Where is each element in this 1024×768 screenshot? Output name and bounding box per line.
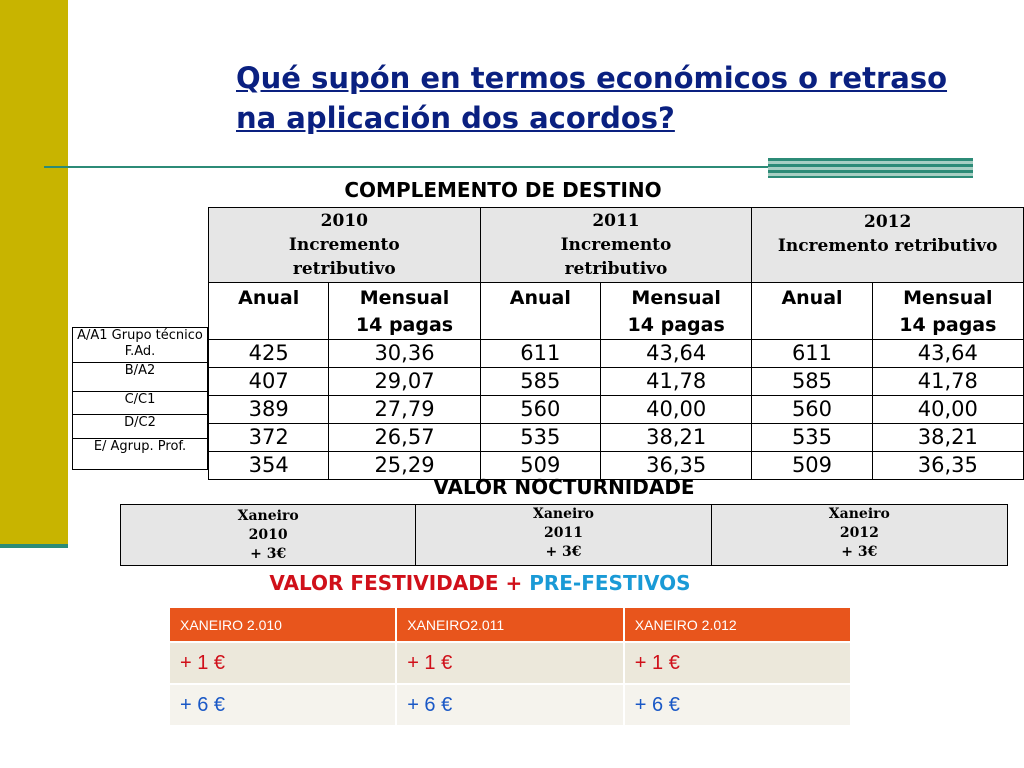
year-label: 2010 (320, 211, 368, 231)
table-cell: 38,21 (601, 424, 752, 452)
table-cell: 407 (209, 368, 329, 396)
amount-label: + 3€ (545, 544, 582, 560)
festividade-label: VALOR FESTIVIDADE + (269, 571, 523, 595)
table-cell: 611 (480, 340, 600, 368)
mensual-header (329, 283, 480, 340)
year-sublabel: Incremento retributivo (777, 236, 998, 256)
table-cell: 26,57 (329, 424, 480, 452)
complemento-table (208, 207, 1024, 480)
mensual-header (872, 283, 1023, 340)
left-accent-bar (0, 0, 68, 546)
mensual-label: Mensual (903, 287, 993, 309)
year-sublabel: Incremento (288, 235, 400, 255)
subheader-row (209, 283, 1024, 340)
table-cell: + 1 € (624, 642, 850, 684)
table-cell: 535 (480, 424, 600, 452)
table-row (209, 368, 1024, 396)
table-cell: + 6 € (624, 684, 850, 725)
table-cell: + 6 € (170, 684, 396, 725)
year-label: 2012 (863, 212, 912, 232)
table-cell: 354 (209, 452, 329, 480)
table-cell: 585 (480, 368, 600, 396)
table-cell: 560 (480, 396, 600, 424)
year-sublabel: retributivo (564, 259, 668, 279)
column-header: XANEIRO2.011 (396, 608, 624, 642)
table-row (209, 424, 1024, 452)
table-cell: 611 (752, 340, 872, 368)
group-label: D/C2 (73, 415, 208, 439)
amount-label: + 3€ (250, 545, 287, 562)
column-header: XANEIRO 2.012 (624, 608, 850, 642)
year-header-2011 (480, 208, 752, 283)
table-cell: 36,35 (601, 452, 752, 480)
year-header-row (209, 208, 1024, 283)
festividade-table (170, 608, 850, 725)
table-row (170, 684, 850, 725)
month-label: Xaneiro (532, 506, 595, 522)
table-header-row (170, 608, 850, 642)
year-header-2012 (752, 208, 1024, 283)
festividade-heading (120, 571, 840, 595)
group-label: B/A2 (73, 363, 208, 392)
group-label: A/A1 Grupo técnico F.Ad. (73, 328, 208, 363)
table-cell: 43,64 (601, 340, 752, 368)
mensual-header (601, 283, 752, 340)
table-cell: 389 (209, 396, 329, 424)
mensual-label: Mensual (359, 287, 450, 309)
anual-header: Anual (752, 283, 872, 340)
table-row (121, 505, 1008, 566)
table-cell: + 6 € (396, 684, 624, 725)
nocturnidade-cell (711, 505, 1007, 566)
month-label: Xaneiro (828, 506, 890, 522)
table-row (209, 340, 1024, 368)
table-cell: 29,07 (329, 368, 480, 396)
nocturnidade-cell (416, 505, 711, 566)
table-cell: 40,00 (872, 396, 1023, 424)
year-label: 2010 (248, 526, 288, 543)
table-cell: 509 (752, 452, 872, 480)
table-cell: 25,29 (329, 452, 480, 480)
complemento-heading: COMPLEMENTO DE DESTINO (344, 178, 662, 202)
table-cell: 40,00 (601, 396, 752, 424)
left-accent-line (0, 544, 68, 548)
table-cell: 535 (752, 424, 872, 452)
year-label: 2012 (839, 525, 879, 541)
year-label: 2011 (592, 211, 640, 231)
table-row (209, 396, 1024, 424)
prefestivos-label: PRE-FESTIVOS (529, 571, 691, 595)
table-cell: + 1 € (396, 642, 624, 684)
anual-header: Anual (480, 283, 600, 340)
table-cell: 41,78 (872, 368, 1023, 396)
table-cell: 36,35 (872, 452, 1023, 480)
anual-header: Anual (209, 283, 329, 340)
mensual-label: Mensual (631, 287, 721, 309)
table-cell: 43,64 (872, 340, 1023, 368)
month-label: Xaneiro (237, 507, 299, 524)
table-cell: 425 (209, 340, 329, 368)
table-row (170, 642, 850, 684)
table-cell: 585 (752, 368, 872, 396)
table-cell: 30,36 (329, 340, 480, 368)
amount-label: + 3€ (841, 544, 878, 560)
year-label: 2011 (544, 525, 583, 541)
table-cell: 41,78 (601, 368, 752, 396)
pagas-label: 14 pagas (355, 314, 454, 336)
column-header: XANEIRO 2.010 (170, 608, 396, 642)
divider-block (768, 158, 973, 178)
table-cell: 38,21 (872, 424, 1023, 452)
table-cell: 372 (209, 424, 329, 452)
nocturnidade-cell (121, 505, 416, 566)
nocturnidade-heading: VALOR NOCTURNIDADE (433, 475, 695, 499)
table-cell: + 1 € (170, 642, 396, 684)
year-sublabel: Incremento (560, 235, 672, 255)
group-label: C/C1 (73, 392, 208, 415)
year-sublabel: retributivo (292, 259, 396, 279)
table-cell: 27,79 (329, 396, 480, 424)
group-label: E/ Agrup. Prof. (73, 439, 208, 470)
table-cell: 560 (752, 396, 872, 424)
nocturnidade-table (120, 504, 1008, 566)
pagas-label: 14 pagas (899, 314, 997, 336)
group-labels-table (72, 327, 208, 470)
table-cell: 509 (480, 452, 600, 480)
year-header-2010 (209, 208, 481, 283)
slide-title: Qué supón en termos económicos o retraso na aplicación dos acordos? (236, 61, 948, 135)
pagas-label: 14 pagas (627, 314, 725, 336)
